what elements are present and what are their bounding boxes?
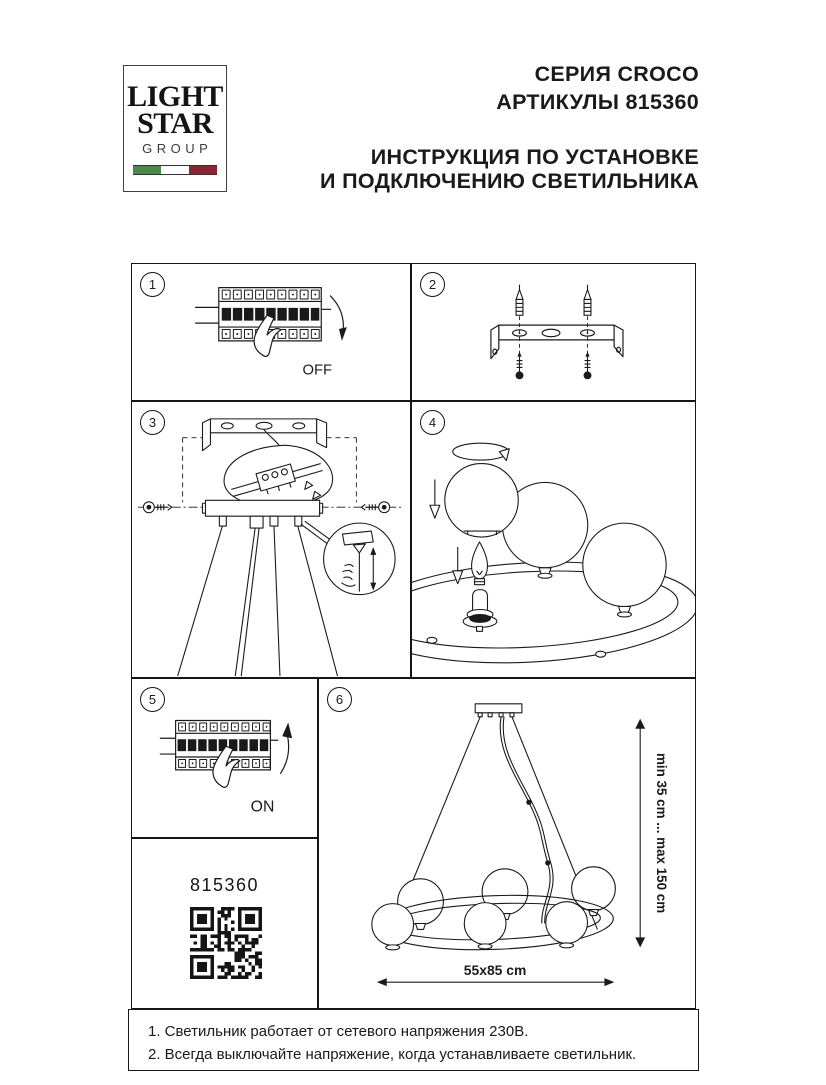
size-dimension-label: 55x85 cm	[463, 962, 527, 979]
step-3-panel	[131, 401, 411, 678]
footnote-2: 2. Всегда выключайте напряжение, когда устанавливаете светильник.	[148, 1046, 637, 1063]
article-numbers: АРТИКУЛЫ 815360	[496, 90, 699, 114]
title-line-2: И ПОДКЛЮЧЕНИЮ СВЕТИЛЬНИКА	[320, 169, 699, 193]
step-5-number: 5	[140, 687, 165, 712]
canopy-wiring-drawing	[132, 402, 410, 677]
step-1-panel	[131, 263, 411, 401]
step-4-number: 4	[420, 410, 445, 435]
logo-word-star: STAR	[137, 107, 213, 140]
breaker-off-drawing	[132, 264, 410, 400]
mounting-bracket-drawing	[412, 264, 695, 400]
step-1-number: 1	[140, 272, 165, 297]
lightstar-logo	[123, 65, 227, 192]
article-number: 815360	[189, 875, 260, 895]
step-5-panel	[131, 678, 318, 838]
step-6-panel	[318, 678, 696, 1009]
flag-red-segment	[189, 166, 217, 174]
qr-code	[190, 907, 262, 979]
series-name: СЕРИЯ CROCO	[534, 62, 699, 86]
off-label: OFF	[302, 362, 333, 379]
logo-word-group: GROUP	[142, 141, 213, 156]
flag-green-segment	[133, 166, 161, 174]
step-2-number: 2	[420, 272, 445, 297]
step-6-number: 6	[327, 687, 352, 712]
step-4-panel	[411, 401, 696, 678]
globe-installation-drawing	[412, 402, 695, 677]
footnote-1: 1. Светильник работает от сетевого напряжения 230В.	[148, 1023, 529, 1040]
step-2-panel	[411, 263, 696, 401]
logo-word-light: LIGHT	[127, 80, 223, 113]
title-line-1: ИНСТРУКЦИЯ ПО УСТАНОВКЕ	[370, 145, 699, 169]
chandelier-dimensions-drawing	[319, 679, 695, 1008]
series-header	[496, 60, 699, 116]
step-3-number: 3	[140, 410, 165, 435]
height-dimension-label: min 35 cm ... max 150 cm	[654, 752, 670, 914]
on-label: ON	[250, 798, 275, 816]
italian-flag-stripe	[133, 165, 217, 175]
flag-white-segment	[161, 166, 189, 174]
instruction-title	[320, 145, 699, 193]
footnotes-box	[128, 1009, 699, 1071]
article-qr-panel	[131, 838, 318, 1009]
